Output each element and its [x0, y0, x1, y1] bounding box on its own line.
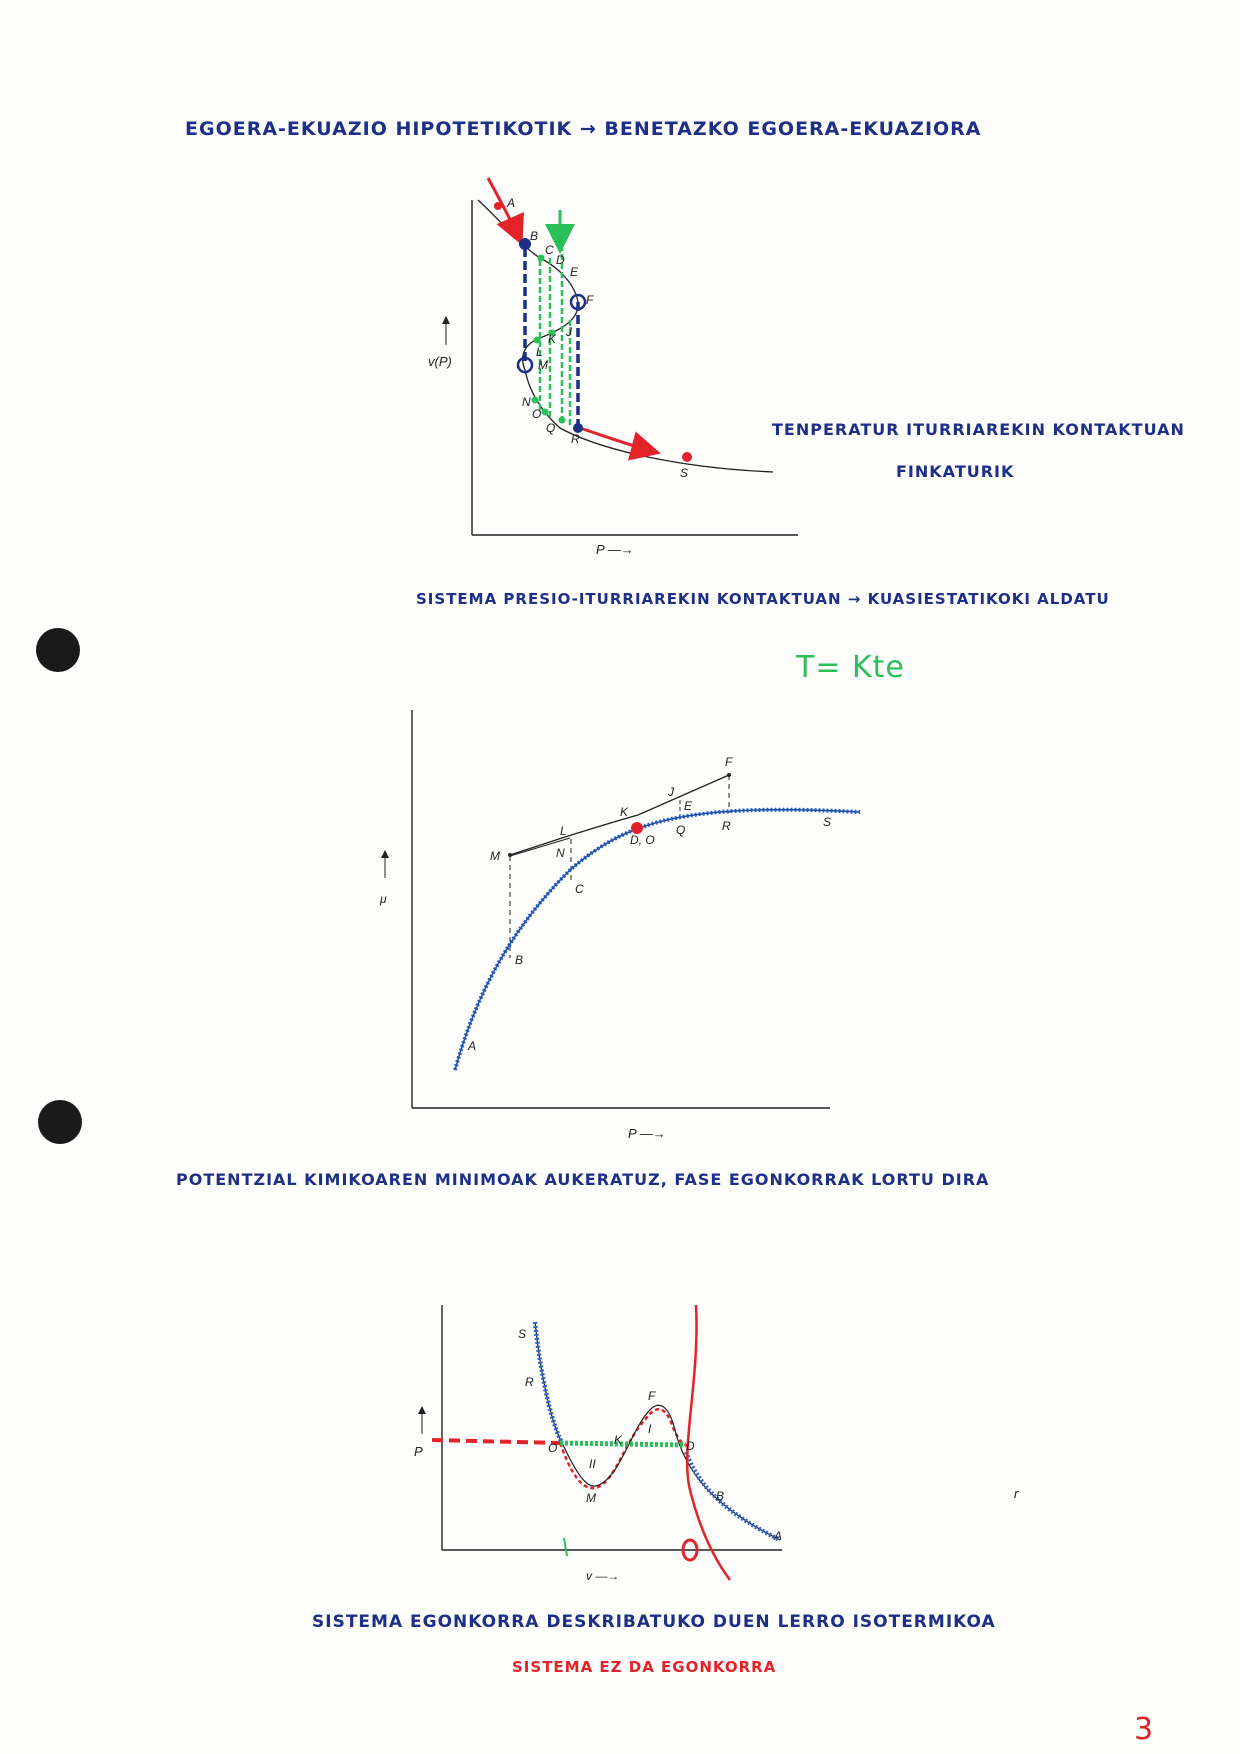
fig1-point-Q	[559, 417, 566, 424]
fig2-label-J: J	[668, 785, 674, 799]
fig3-label-F: F	[648, 1389, 656, 1403]
fig1-label-J: J	[566, 325, 572, 339]
fig2-label-C: C	[575, 882, 584, 896]
temperature-note-line2: FINKATURIK	[896, 462, 1015, 481]
fig3-label-S: S	[518, 1327, 527, 1341]
fig2-label-S: S	[823, 815, 832, 829]
fig3-label-B: B	[716, 1489, 725, 1503]
fig1-ylabel: v(P)	[428, 354, 452, 369]
fig1-point-C	[538, 255, 545, 262]
fig3-blue-right-branch	[686, 1452, 780, 1540]
fig3-red-dashed-line	[432, 1440, 560, 1443]
figure-2-mu-p	[379, 710, 860, 1141]
fig2-ylabel: μ	[380, 892, 387, 906]
fig2-point-F	[727, 773, 731, 777]
fig3-label-K: K	[614, 1433, 623, 1447]
stable-isotherm-note: SISTEMA EGONKORRA DESKRIBATUKO DUEN LERRO ISOTERMIKOA	[312, 1612, 996, 1632]
fig2-mu-curve-core	[455, 810, 860, 1070]
fig1-label-D: D	[556, 253, 565, 267]
fig2-point-M	[508, 853, 512, 857]
fig1-label-M: M	[538, 358, 548, 372]
unstable-note: SISTEMA EZ DA EGONKORRA	[512, 1658, 777, 1676]
fig3-label-O: O	[548, 1441, 558, 1455]
fig1-label-E: E	[570, 265, 579, 279]
fig1-point-A	[494, 202, 502, 210]
fig2-label-K: K	[620, 805, 629, 819]
fig1-label-R: R	[571, 432, 580, 446]
fig2-label-L: L	[560, 824, 567, 838]
fig1-label-L: L	[536, 345, 543, 359]
t-constant-note: T= Kte	[796, 650, 905, 685]
fig1-point-L	[534, 337, 541, 344]
fig1-label-C: C	[545, 243, 554, 257]
fig3-blue-left-branch	[535, 1322, 562, 1443]
fig1-label-N: N	[522, 395, 531, 409]
fig3-xlabel: v —→	[586, 1569, 620, 1583]
fig3-label-R: R	[525, 1375, 534, 1389]
fig1-label-B: B	[530, 229, 539, 243]
chemical-potential-note: POTENTZIAL KIMIKOAREN MINIMOAK AUKERATUZ, FASE EGONKORRAK LORTU DIRA	[176, 1170, 990, 1189]
fig2-xlabel: P —→	[628, 1126, 666, 1141]
fig2-label-A: A	[468, 1039, 477, 1053]
fig2-label-E: E	[684, 799, 693, 813]
figure-1-isotherm-v-p	[428, 178, 798, 557]
fig3-green-mark-line	[564, 1538, 567, 1556]
fig1-red-arrow-bottom	[580, 428, 655, 452]
fig1-point-N	[532, 397, 539, 404]
fig1-xlabel: P —→	[596, 542, 634, 557]
pressure-note: SISTEMA PRESIO-ITURRIAREKIN KONTAKTUAN → KUASIESTATIKOKI ALDATU	[416, 590, 1110, 608]
fig2-label-DO: D, O	[630, 833, 655, 847]
fig3-label-A: A	[774, 1529, 783, 1543]
fig2-label-N: N	[556, 846, 565, 860]
fig2-label-M: M	[490, 849, 500, 863]
fig3-label-M: M	[586, 1491, 596, 1505]
fig1-label-K: K	[548, 332, 557, 346]
fig3-label-I: I	[648, 1422, 652, 1436]
fig2-mu-curve	[455, 810, 860, 1070]
fig1-label-O: O	[532, 407, 542, 421]
fig1-label-Q: Q	[546, 421, 556, 435]
temperature-note-line1: TENPERATUR ITURRIAREKIN KONTAKTUAN	[772, 420, 1185, 439]
fig3-red-unstable-loop	[560, 1409, 690, 1488]
fig2-label-B: B	[515, 953, 524, 967]
fig2-label-Q: Q	[676, 823, 686, 837]
fig3-green-flat-line	[560, 1443, 686, 1445]
title-note: EGOERA-EKUAZIO HIPOTETIKOTIK → BENETAZKO EGOERA-EKUAZIORA	[185, 118, 982, 140]
fig1-label-S: S	[680, 466, 689, 480]
fig1-red-arrow-top	[488, 178, 520, 240]
fig2-label-R: R	[722, 819, 731, 833]
fig1-point-S	[682, 452, 692, 462]
page-number: 3	[1134, 1712, 1155, 1747]
fig1-point-O	[542, 409, 549, 416]
fig3-label-D: D	[686, 1439, 695, 1453]
fig3-stray-r: r	[1014, 1486, 1019, 1501]
fig2-label-F: F	[725, 755, 733, 769]
fig1-label-F: F	[586, 293, 594, 307]
fig1-label-A: A	[507, 196, 516, 210]
fig3-label-II: II	[589, 1457, 596, 1471]
fig3-isotherm-curve	[535, 1322, 780, 1540]
fig3-ylabel: P	[414, 1444, 423, 1459]
figure-3-p-v-isotherm	[414, 1305, 1019, 1583]
